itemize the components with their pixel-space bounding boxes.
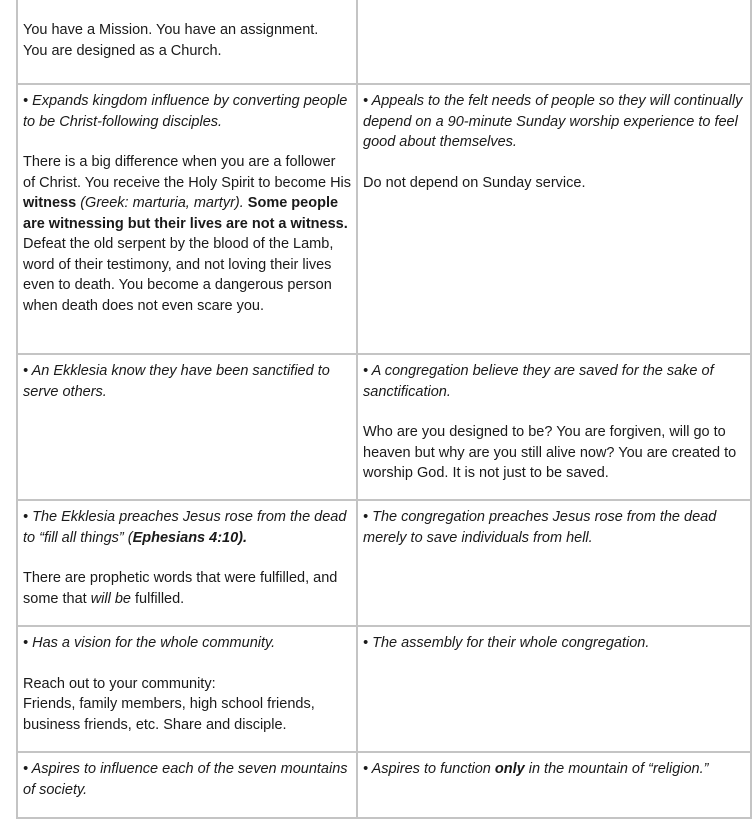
table-row (17, 84, 751, 354)
text-run: There are prophetic words that were fulfilled, and some that (23, 570, 338, 607)
text-run: • Aspires to function (363, 761, 495, 777)
cell-paragraph (23, 568, 351, 609)
table-cell-right (357, 626, 751, 752)
table-row (17, 354, 751, 500)
bullet-point: • Expands kingdom influence by converting people to be Christ-following disciples. (23, 93, 348, 130)
table-row (17, 752, 751, 818)
cell-paragraph (23, 674, 351, 736)
bullet-point (23, 507, 351, 548)
table-cell-right (357, 500, 751, 626)
table-cell-right (357, 752, 751, 818)
text-line: You are designed as a Church. (23, 42, 222, 59)
text-run: There is a big difference when you are a follower of Christ. You receive the Holy Spirit to become His (23, 154, 352, 191)
text-run: fulfilled. (131, 590, 185, 607)
table-cell-right (357, 354, 751, 500)
bullet-point: • An Ekklesia know they have been sanctified to serve others. (23, 363, 330, 400)
bullet-point: • Aspires to influence each of the seven mountains of society. (23, 761, 348, 798)
emphasis-bold: only (494, 761, 525, 777)
bold-term: witness (23, 195, 77, 211)
table-row (17, 0, 751, 84)
table-cell-right (357, 84, 751, 354)
text-run: in the mountain of “religion.” (524, 761, 709, 777)
bullet-point (363, 759, 745, 780)
bullet-point: • The congregation preaches Jesus rose from the dead merely to save individuals from hell. (363, 509, 717, 546)
table-cell-left (17, 500, 357, 626)
greek-note: (Greek: marturia, martyr). (76, 195, 244, 211)
scripture-reference: Ephesians 4:10). (132, 529, 248, 546)
table-cell-left (17, 0, 357, 84)
table-cell-left (17, 84, 357, 354)
text-run: Defeat the old serpent by the blood of the Lamb, word of their testimony, and not loving their lives even to death. You become a dangerous person when death does not even scare you. (23, 236, 334, 314)
comparison-table (16, 0, 752, 819)
text-line: Reach out to your community: (23, 675, 216, 692)
bullet-point: • The assembly for their whole congregation. (363, 635, 650, 651)
table-row (17, 500, 751, 626)
text-line: Friends, family members, high school friends, business friends, etc. Share and disciple. (23, 696, 315, 733)
bullet-point: • A congregation believe they are saved for the sake of sanctification. (363, 363, 714, 400)
cell-paragraph: Who are you designed to be? You are forgiven, will go to heaven but why are you still alive now? You are created to worship God. It is not just to be saved. (363, 424, 737, 481)
table-cell-left (17, 354, 357, 500)
emphasis: will be (90, 590, 131, 607)
bullet-point: • Has a vision for the whole community. (23, 635, 276, 651)
bullet-point: • Appeals to the felt needs of people so they will continually depend on a 90-minute Sunday worship experience to feel good about themselves. (363, 93, 743, 150)
cell-paragraph (23, 152, 351, 316)
text-run: • The Ekklesia preaches Jesus rose from the dead to “fill all things” ( (23, 509, 347, 546)
text-line: You have a Mission. You have an assignment. (23, 22, 319, 38)
table-cell-left (17, 752, 357, 818)
cell-paragraph: Do not depend on Sunday service. (363, 174, 586, 191)
table-row (17, 626, 751, 752)
bold-sentence: Some people are witnessing but their lives are not a witness. (23, 195, 348, 232)
table-cell-left (17, 626, 357, 752)
cell-paragraph (23, 20, 351, 61)
table-cell-right (357, 0, 751, 84)
